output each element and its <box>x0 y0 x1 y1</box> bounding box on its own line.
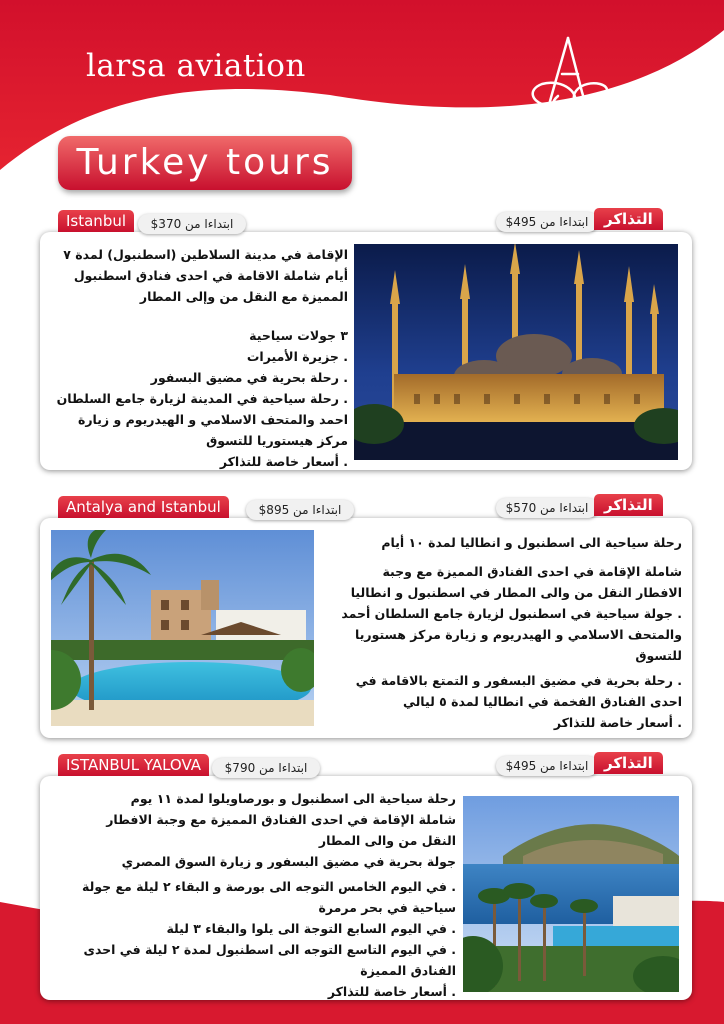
price-pill <box>246 500 354 520</box>
desc-line: احدى الفنادق الفخمة في انطاليا لمدة ٥ ليالي <box>402 694 682 709</box>
brand-name: larsa aviation <box>86 48 306 84</box>
desc-line: . أسعار خاصة للتذاكر <box>553 715 682 730</box>
desc-line: . جزيرة الأميرات <box>246 349 348 364</box>
tickets-price-value: $495 <box>505 759 537 773</box>
price-from-label: ابتداءا من <box>540 759 589 773</box>
desc-line: النقل من والى المطار <box>318 833 456 848</box>
desc-line: . رحلة بحرية في مضيق البسفور <box>150 370 348 385</box>
price-pill <box>212 758 320 778</box>
desc-line: رحلة سياحية الى اسطنبول و بورصاويلوا لمدة ١١ يوم <box>130 791 456 806</box>
price-from-label: ابتداءا من <box>540 215 589 229</box>
desc-line: . رحلة سياحية في المدينة لزيارة جامع السلطان <box>56 391 348 406</box>
price-value: $790 <box>224 761 256 775</box>
coastal-bay-photo <box>463 796 679 992</box>
price-from-label: ابتداءا من <box>293 503 342 517</box>
desc-line: شاملة الإقامة في احدى الفنادق المميزة مع وجبة <box>382 564 682 579</box>
tour-tag: Antalya and Istanbul <box>58 496 229 518</box>
desc-line: سياحية في بحر مرمرة <box>318 900 456 915</box>
desc-line: المميزة مع النقل من وإلى المطار <box>139 289 348 304</box>
page-title: Turkey tours <box>58 136 352 190</box>
desc-line: . أسعار خاصة للتذاكر <box>219 454 348 469</box>
desc-line: الافطار النقل من والى المطار في اسطنبول و انطاليا <box>350 585 682 600</box>
desc-line: رحلة سياحية الى اسطنبول و انطاليا لمدة ١٠ أيام <box>381 535 682 550</box>
tour-description <box>320 532 682 733</box>
desc-line: أيام شاملة الاقامة في احدى فنادق اسطنبول <box>73 268 348 283</box>
blue-mosque-photo <box>354 244 678 460</box>
price-from-label: ابتداءا من <box>540 501 589 515</box>
tour-description <box>46 244 348 472</box>
desc-line: . في اليوم الخامس التوجه الى بورصة و البقاء ٢ ليلة مع جولة <box>82 879 456 894</box>
tour-description <box>46 788 456 1002</box>
desc-line: للتسوق <box>635 648 682 663</box>
desc-line: . في اليوم السابع التوجة الى يلوا والبقاء ٣ ليلة <box>166 921 456 936</box>
desc-line: شاملة الإقامة في احدى الفنادق المميزة مع وجبة الافطار <box>106 812 456 827</box>
desc-line: مركز هيستوريا للتسوق <box>206 433 348 448</box>
price-from-label: ابتداءا من <box>185 217 234 231</box>
tickets-tag: التذاكر <box>594 208 663 230</box>
tickets-price-value: $495 <box>505 215 537 229</box>
antalya-resort-photo <box>51 530 314 726</box>
price-value: $370 <box>150 217 182 231</box>
tickets-price-value: $570 <box>505 501 537 515</box>
larsa-logo-icon <box>522 34 618 144</box>
tour-tag: ISTANBUL YALOVA <box>58 754 209 776</box>
desc-line: الإقامة في مدينة السلاطين (اسطنبول) لمدة ٧ <box>63 247 348 262</box>
tickets-price-pill <box>496 498 598 518</box>
tour-tag: Istanbul <box>58 210 134 232</box>
tickets-price-pill <box>496 212 598 232</box>
tickets-price-pill <box>496 756 598 776</box>
tickets-tag: التذاكر <box>594 494 663 516</box>
price-from-label: ابتداءا من <box>259 761 308 775</box>
desc-line: الفنادق المميزة <box>360 963 456 978</box>
price-pill <box>138 214 246 234</box>
tickets-tag: التذاكر <box>594 752 663 774</box>
desc-line: . رحلة بحرية في مضيق البسفور و التمتع بالاقامة في <box>355 673 682 688</box>
desc-line: . جولة سياحية في اسطنبول لزيارة جامع السلطان أحمد <box>341 606 682 621</box>
desc-line: والمتحف الاسلامي و الهيدريوم و زيارة مركز هستوريا <box>355 627 682 642</box>
desc-line: احمد والمتحف الاسلامي و الهيدريوم و زيارة <box>77 412 348 427</box>
desc-line: . في اليوم التاسع التوجه الى اسطنبول لمدة ٢ ليلة في احدى <box>83 942 456 957</box>
desc-line: . أسعار خاصة للتذاكر <box>327 984 456 999</box>
desc-line: ٣ جولات سياحية <box>249 328 348 343</box>
desc-line: جولة بحرية في مضيق البسفور و زيارة السوق المصري <box>121 854 456 869</box>
price-value: $895 <box>258 503 290 517</box>
